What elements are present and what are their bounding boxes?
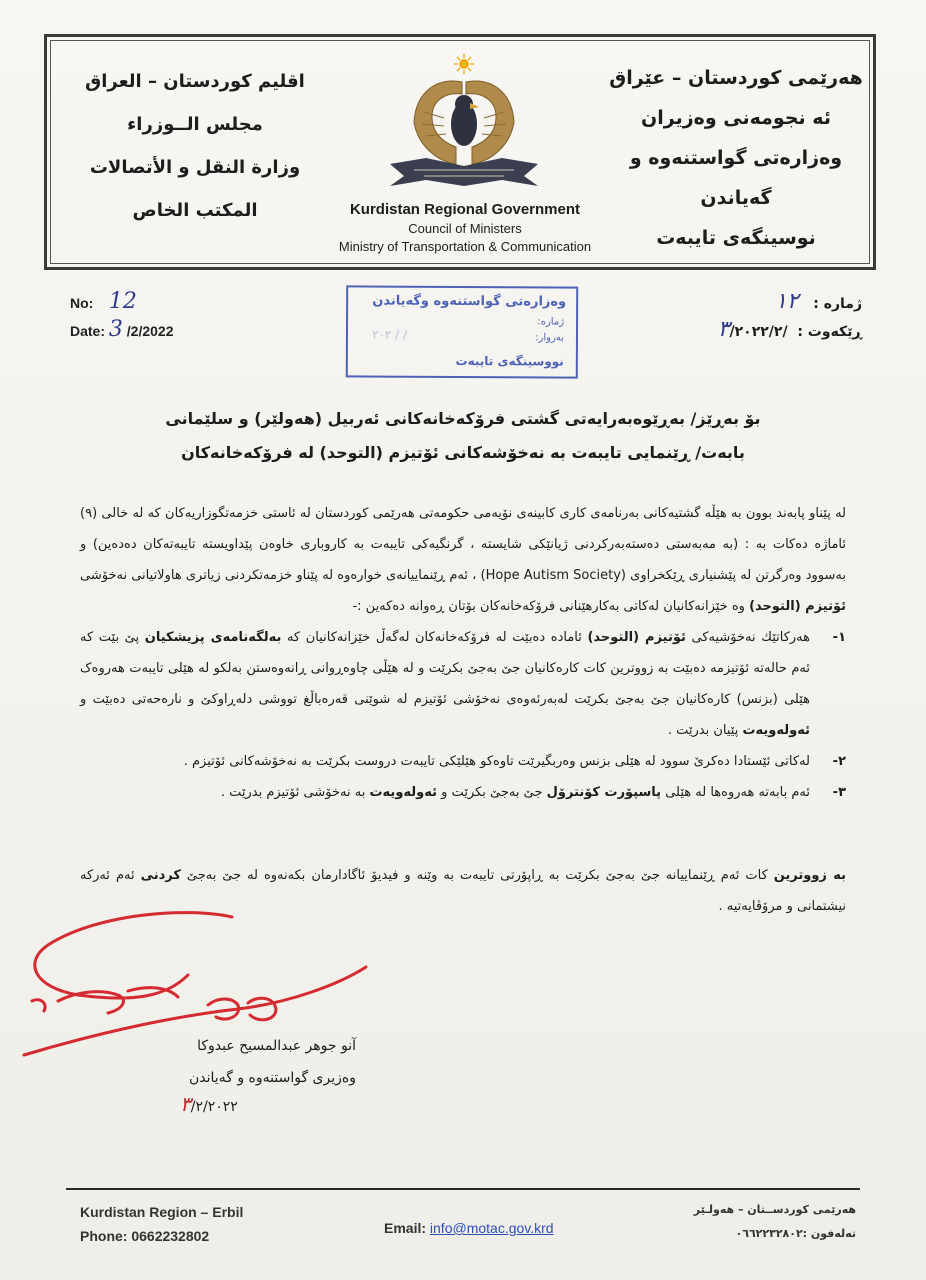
list-item — [80, 746, 846, 777]
signer-block — [116, 1030, 356, 1094]
reference-date-label: Date: — [70, 323, 106, 339]
footer-kurdish — [694, 1198, 856, 1246]
reference-kurdish-date-label: ڕێكەوت : — [797, 324, 862, 340]
instructions-list — [80, 622, 846, 808]
list-item — [80, 622, 846, 746]
letter-body — [80, 498, 846, 808]
letterhead-kurdish-line: هەرێمی كوردستان – عێراق — [609, 67, 863, 89]
letterhead-kurdish — [606, 58, 866, 258]
stamp-date-placeholder: / / ٢٠٢ — [371, 327, 408, 342]
letterhead-arabic — [80, 60, 310, 232]
reference-date-rest: /2/2022 — [126, 323, 174, 339]
ministry-name: Ministry of Transportation & Communication — [338, 239, 592, 254]
reference-kurdish-date-rest: /٢٠٢٢/٢ — [729, 324, 783, 340]
stamp-date-label: بەروار: — [535, 332, 564, 344]
list-item-bold: ئۆتیزم (التوحد) — [587, 630, 686, 645]
list-item-number: ٣- — [832, 785, 846, 800]
intro-bold: ئۆتیزم (التوحد) — [749, 599, 846, 614]
list-item-text: جێ بەجێ بكرێت و — [437, 785, 547, 800]
footer-region: Kurdistan Region – Erbil — [80, 1204, 244, 1220]
signature-date — [180, 1092, 238, 1116]
reference-kurdish-date-row — [718, 316, 862, 344]
letterhead-arabic-line: مجلس الــوزراء — [127, 114, 263, 135]
reference-kurdish-number-row — [718, 288, 862, 316]
office-stamp — [346, 285, 578, 378]
letterhead-arabic-line: المكتب الخاص — [132, 200, 258, 221]
list-item-number: ٢- — [832, 754, 846, 769]
intro-text-end: وە خێزانەكانیان لەكاتی بەكارهێنانی فرۆكەخانەكان بۆتان ڕەوانە دەكەین :- — [352, 599, 750, 614]
closing-bold: كردنی — [140, 868, 181, 883]
reference-kurdish-date-prefix: / — [782, 324, 788, 340]
subject-topic: بابەت/ ڕێنمایی تایبەت بە نەخۆشەكانی ئۆتیزم (التوحد) لە فرۆكەخانەكان — [181, 443, 745, 462]
reference-english — [70, 288, 174, 344]
footer-kurdish-region: هەرێمی كوردســتان – هەولـێر — [693, 1203, 856, 1216]
reference-kurdish-number-label: ژمارە : — [813, 296, 862, 312]
reference-date-row — [70, 316, 174, 344]
stamp-office: نووسینگەی تایبەت — [455, 353, 564, 369]
subject-recipient: بۆ بەڕێز/ بەڕێوەبەرایەتی گشتی فرۆكەخانەكانی ئەربیل (هەولێر) و سلێمانی — [165, 409, 761, 428]
list-item — [80, 777, 846, 808]
signer-name: آنو جوهر عبدالمسيح عبدوكا — [197, 1038, 356, 1054]
signature-date-day: ٣ — [180, 1092, 191, 1116]
list-item-bold: بەلگەنامەی پزیشكیان — [144, 630, 282, 645]
reference-number-row — [70, 288, 174, 316]
letter-subject — [80, 402, 846, 470]
intro-text: لە پێناو پابەند بوون بە هێڵە گشتیەكانی بەرنامەی كاری كابینەی نۆیەمی حكومەتی هەرێمی كوردستان لە ئاستی خزمەتگوزاریەكان كە لە خالی (٩) ئاماژە دەكات بە : (بە مەبەستی دەستەبەركردنی ژیانێكی شایستە ، گرنگیەكی تایبەت بە كاروباری خاوەن پێداویستە تایبەتەكان دەدەین) و بەسوود وەرگرتن لە پێشنیاری ڕێكخراوی (Hope Autism Society) ، ئەم ڕێنماییانەی خوارەوە لە پێناو خزمەتكردنی زیاتری هاولاتیانی نەخۆشی — [80, 506, 846, 583]
list-item-bold: پاسپۆرت كۆنترۆل — [546, 785, 662, 800]
list-item-bold: ئەولەویەت — [369, 785, 438, 800]
footer-email-link[interactable]: info@motac.gov.krd — [429, 1220, 554, 1236]
footer-email — [384, 1220, 554, 1236]
stamp-ministry: وەزارەتی گواستنەوە وگەیاندن — [372, 293, 567, 310]
footer-contact — [80, 1200, 243, 1248]
reference-kurdish — [718, 288, 862, 344]
footer-email-label: Email: — [384, 1220, 427, 1236]
letterhead-kurdish-line: ئه نجومەنی وەزیران — [641, 107, 831, 129]
letterhead-arabic-line: اقليم كوردستان – العراق — [85, 71, 305, 92]
letterhead-arabic-line: وزارة النقل و الأتصالات — [89, 157, 301, 178]
letterhead-kurdish-line: وەزارەتی گواستنەوە و گەیاندن — [629, 147, 843, 209]
letterhead-english — [300, 200, 630, 256]
reference-kurdish-number-value: ١٢ — [774, 289, 799, 314]
council-name: Council of Ministers — [408, 221, 522, 236]
footer-phone-value: 0662232802 — [131, 1228, 210, 1244]
closing-text: كات ئەم ڕێنماییانە جێ بەجێ بكرێت بە ڕاپۆرتی تایبەت بە وێنە و فیدیۆ ئاگادارمان بكەنەوە لە جێ بەجێ — [180, 868, 774, 883]
list-item-text: ئەم بابەتە هەروەها لە هێلی — [661, 785, 810, 800]
footer-divider — [66, 1188, 860, 1190]
footer-phone — [80, 1224, 243, 1248]
signature-date-rest: /٢/٢٠٢٢ — [190, 1099, 238, 1115]
footer-phone-label: Phone: — [80, 1228, 128, 1244]
footer-kurdish-phone: تەلەفون :٠٦٦٢٢٣٢٨٠٢ — [735, 1227, 856, 1240]
closing-text-end: ئەم ئەركە نیشتمانی و مرۆڤایەتیە . — [80, 868, 846, 914]
list-item-number: ١- — [832, 630, 846, 645]
intro-paragraph — [80, 498, 846, 622]
list-item-bold: ئەولەویەت — [742, 723, 810, 738]
stamp-number-label: ژمارە: — [537, 316, 565, 328]
closing-bold: بە زووترین — [773, 868, 847, 883]
reference-date-day: 3 — [108, 317, 123, 342]
reference-number-value: 12 — [108, 289, 137, 314]
reference-kurdish-date-day: ٣ — [717, 317, 730, 342]
kurdistan-eagle-emblem-icon — [384, 52, 544, 192]
list-item-text: بە نەخۆشی ئۆتیزم بدرێت . — [220, 785, 370, 800]
list-item-text: لەكاتی ئێستادا دەكرێ سوود لە هێلی بزنس وەربگیرێت تاوەكو هێلێكی تایبەت دروست بكرێت بە نەخۆشەكانی ئۆتیزم . — [183, 754, 810, 769]
signer-title: وەزیری گواستنەوە و گەیاندن — [189, 1070, 356, 1086]
list-item-text: پێیان بدرێت . — [667, 723, 743, 738]
reference-number-label: No: — [70, 295, 94, 311]
government-name: Kurdistan Regional Government — [349, 201, 581, 218]
letterhead-kurdish-line: نوسینگەی تایبەت — [656, 227, 816, 249]
list-item-text: ئامادە دەبێت لە فرۆكەخانەكان لەگەڵ خێزانەكانیان كە — [281, 630, 588, 645]
list-item-text: هەركاتێك نەخۆشیەكی — [685, 630, 810, 645]
list-item-text: پێ بێت كە ئەم حالەتە ئۆتیزمە دەبێت بە زووترین كات كارەكانیان جێ بەجێ بكرێت و لە هێڵی چاوەڕوانی ڕانەوەستن بەلكو لە هێلی تایبەت هەروەک هێلی (بزنس) كارەكانیان جێ بەجێ بكرێت لەبەرئەوەی نەخۆشی ئۆتیزم لە شوێنی قەرەباڵغ تووشی دلەڕاوكێ و نارەحەتی دەبێت و — [80, 630, 810, 707]
